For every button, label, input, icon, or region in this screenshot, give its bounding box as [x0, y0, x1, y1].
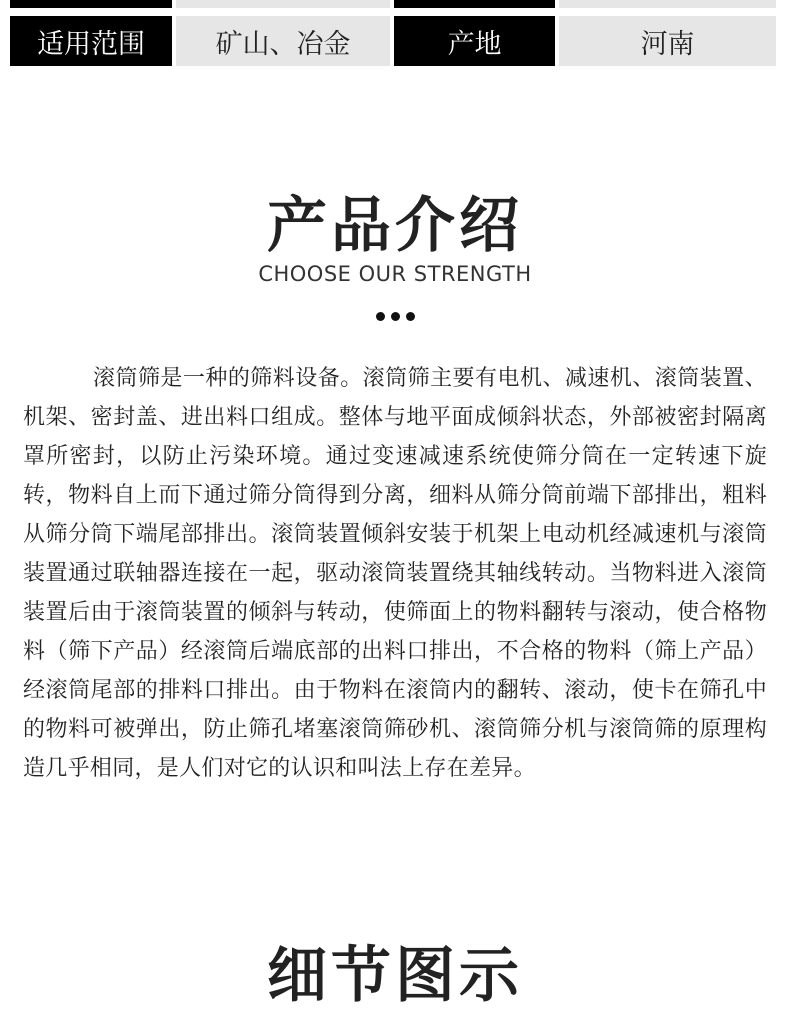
- spec-row-application: [10, 16, 776, 66]
- spec-value-origin: 河南: [559, 16, 776, 66]
- product-intro-title: 产品介绍: [267, 191, 523, 261]
- product-description: 滚筒筛是一种的筛料设备。滚筒筛主要有电机、减速机、滚筒装置、机架、密封盖、进出料口组成。整体与地平面成倾斜状态，外部被密封隔离罩所密封，以防止污染环境。通过变速减速系统使筛分筒在一定转速下旋转，物料自上而下通过筛分筒得到分离，细料从筛分筒前端下部排出，粗料从筛分筒下端尾部排出。滚筒装置倾斜安装于机架上电动机经减速机与滚筒装置通过联轴器连接在一起，驱动滚筒装置绕其轴线转动。当物料进入滚筒装置后由于滚筒装置的倾斜与转动，使筛面上的物料翻转与滚动，使合格物料（筛下产品）经滚筒后端底部的出料口排出，不合格的物料（筛上产品）经滚筒尾部的排料口排出。由于物料在滚筒内的翻转、滚动，使卡在筛孔中的物料可被弹出，防止筛孔堵塞滚筒筛砂机、滚筒筛分机与滚筒筛的原理构造几乎相同，是人们对它的认识和叫法上存在差异。: [23, 366, 767, 781]
- next-section-title: 细节图示: [267, 941, 523, 1011]
- spec-key-application-scope: 适用范围: [10, 16, 172, 66]
- dot-icon: [376, 312, 385, 321]
- decorative-dots: [0, 312, 790, 321]
- spec-key-origin: 产地: [394, 16, 555, 66]
- spec-key-cell: [394, 0, 555, 8]
- dot-icon: [406, 312, 415, 321]
- spec-row-previous: [10, 0, 776, 8]
- spec-value-cell: [559, 0, 776, 8]
- spec-value-application-scope: 矿山、冶金: [176, 16, 390, 66]
- spec-value-cell: [176, 0, 390, 8]
- dot-icon: [391, 312, 400, 321]
- spec-key-cell: [10, 0, 172, 8]
- product-intro-subtitle: CHOOSE OUR STRENGTH: [258, 262, 532, 286]
